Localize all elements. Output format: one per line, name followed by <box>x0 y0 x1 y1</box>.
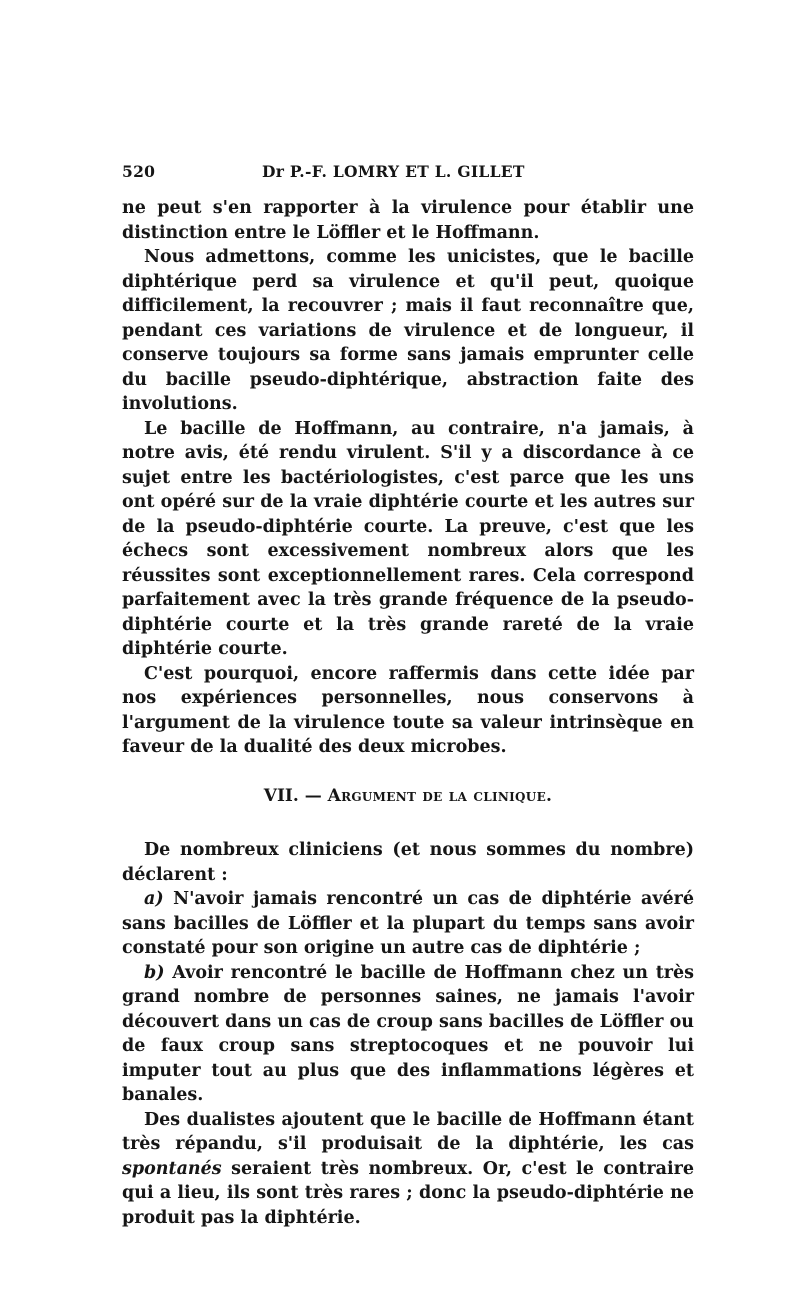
page-number: 520 <box>122 162 156 181</box>
emphasis-spontanes: spontanés <box>122 1158 222 1179</box>
paragraph-dualistes-part1: Des dualistes ajoutent que le bacille de Hoffmann étant très répandu, s'il produisait de la diphtérie, les cas <box>122 1109 694 1154</box>
book-page <box>122 160 694 1230</box>
list-item-b <box>122 961 694 1108</box>
list-marker-b: b) <box>144 962 165 983</box>
paragraph-dualistes <box>122 1108 694 1231</box>
paragraph-cliniciens: De nombreux cliniciens (et nous sommes du nombre) déclarent : <box>122 840 694 885</box>
list-item-a-text: N'avoir jamais rencontré un cas de diphtérie avéré sans bacilles de Löffler et la plupart du temps sans avoir constaté pour son origine un autre cas de diphtérie ; <box>122 889 694 958</box>
paragraph-dualistes-part2: seraient très nombreux. Or, c'est le contraire qui a lieu, ils sont très rares ; donc la pseudo-diphtérie ne produit pas la diphtérie. <box>122 1158 694 1228</box>
paragraph-conclusion: C'est pourquoi, encore raffermis dans cette idée par nos expériences personnelles, nous conservons à l'argument de la virulence toute sa valeur intrinsèque en faveur de la dualité des deux microbes. <box>122 663 694 757</box>
list-marker-a: a) <box>144 889 164 909</box>
running-head <box>122 160 694 186</box>
list-item-a <box>122 887 694 961</box>
list-item-b-text: Avoir rencontré le bacille de Hoffmann chez un très grand nombre de personnes saines, ne jamais l'avoir découvert dans un cas de croup sans bacilles de Löffler ou de faux croup sans streptocoques et ne pouvoir lui imputer tout au plus que des inflammations légères et banales. <box>122 962 694 1105</box>
paragraph-continuation: ne peut s'en rapporter à la virulence pour établir une distinction entre le Löffler et le Hoffmann. <box>122 198 694 243</box>
section-heading <box>122 784 694 809</box>
paragraph-unicistes: Nous admettons, comme les unicistes, que le bacille diphtérique perd sa virulence et qu'il peut, quoique difficilement, la recouvrer ; mais il faut reconnaître que, pendant ces variations de virulence et de longueur, il conserve toujours sa forme sans jamais emprunter celle du bacille pseudo-diphtérique, abstraction faite des involutions. <box>122 247 694 414</box>
section-title: Argument de la clinique. <box>327 785 553 806</box>
section-number: VII. <box>263 785 299 806</box>
section-dash: — <box>304 785 322 806</box>
paragraph-hoffmann: Le bacille de Hoffmann, au contraire, n'a jamais, à notre avis, été rendu virulent. S'il y a discordance à ce sujet entre les bactériologistes, c'est parce que les uns ont opéré sur de la vraie diphtérie courte et les autres sur de la pseudo-diphtérie courte. La preuve, c'est que les échecs sont excessivement nombreux alors que les réussites sont exceptionnellement rares. Cela correspond parfaitement avec la très grande fréquence de la pseudo-diphtérie courte et la très grande rareté de la vraie diphtérie courte. <box>122 418 694 659</box>
running-head-authors: Dr P.-F. LOMRY ET L. GILLET <box>262 162 525 181</box>
